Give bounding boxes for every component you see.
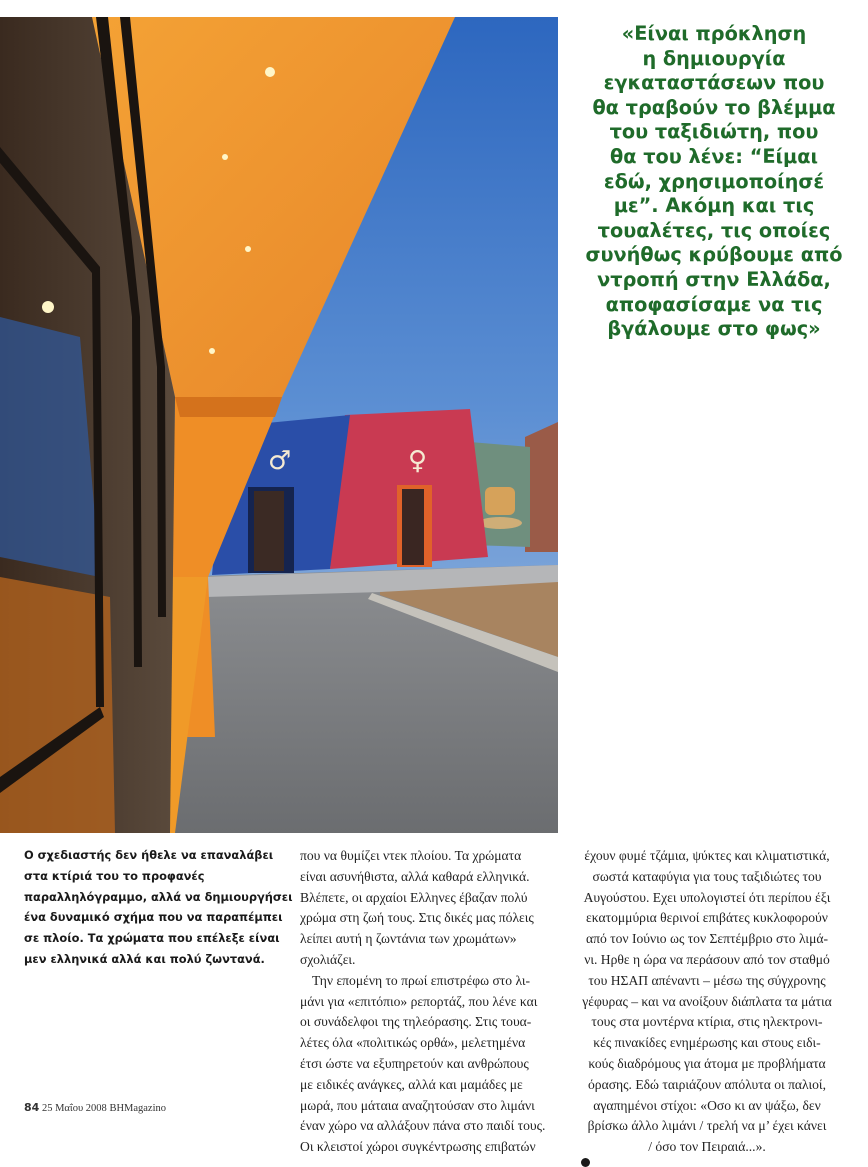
body-line: λέτες όλα «πολιτικώς ορθά», μελετημένα [300, 1035, 526, 1051]
body-line: του ΗΣΑΠ απέναντι – μέσω της σύγχρονης [588, 972, 826, 988]
pull-quote-line: με”. Ακόμη και τις [613, 194, 815, 218]
pull-quote-line: εδώ, χρησιμοποίησέ [603, 169, 825, 193]
body-column-middle [300, 846, 560, 1158]
pull-quote-line: ντροπή στην Ελλάδα, [597, 267, 831, 291]
body-line: Βλέπετε, οι αρχαίοι Ελληνες έβαζαν πολύ [300, 889, 528, 905]
body-line: μάνι για «επιτόπιο» ρεπορτάζ, που λένε και [300, 993, 538, 1009]
caption-line: στα κτίριά του το προφανές [24, 868, 205, 883]
body-column-right [577, 846, 837, 1167]
pull-quote-line: η δημιουργία [642, 46, 786, 70]
body-line: Αυγούστου. Εχει υπολογιστεί ότι περίπου έξι [583, 889, 831, 905]
body-line: σχολιάζει. [300, 951, 356, 967]
body-line: εκατομμύρια θερινοί επιβάτες κυκλοφορούν [586, 910, 828, 926]
caption-line: μεν ελληνικά αλλά και πολύ ζωντανά. [24, 951, 265, 966]
body-line: σωστά καταφύγια για τους ταξιδιώτες του [592, 868, 822, 884]
pull-quote-line: αποφασίσαμε να τις [605, 292, 823, 316]
caption-line: ένα δυναμικό σχήμα που να παραπέμπει [24, 910, 283, 925]
pull-quote-line: του ταξιδιώτη, που [609, 120, 819, 144]
male-symbol-icon: ♂ [268, 446, 292, 476]
photo-caption [24, 845, 293, 970]
magazine-name: BHMagazino [109, 1103, 167, 1114]
page-number: 84 [24, 1101, 40, 1114]
body-line: οι συνάδελφοι της τηλεόρασης. Στις τουα- [300, 1014, 532, 1030]
caption-line: σε πλοίο. Τα χρώματα που επέλεξε είναι [24, 931, 280, 946]
body-line-last [577, 1137, 837, 1167]
pull-quote-line: συνήθως κρύβουμε από [585, 243, 843, 267]
body-line: αγαπημένοι στίχοι: «Οσο κι αν ψάξω, δεν [593, 1097, 821, 1113]
body-line: μωρά, που μάταια αναζητούσαν στο λιμάνι [300, 1097, 535, 1113]
cover-photo [0, 17, 558, 833]
body-line: νι. Ηρθε η ώρα να περάσουν από τον σταθμό [584, 951, 830, 967]
pull-quote-line: εγκαταστάσεων που [603, 71, 825, 95]
caption-line: Ο σχεδιαστής δεν ήθελε να επαναλάβει [24, 848, 274, 862]
issue-date: 25 Μαΐου 2008 [41, 1103, 107, 1114]
body-line: είναι ασυνήθιστα, αλλά καθαρά ελληνικά. [300, 868, 530, 884]
body-line: έναν χώρο να αλλάξουν πάνα στο παιδί τους. [300, 1118, 546, 1134]
body-line: κούς διαδρόμους για άτομα με προβλήματα [588, 1055, 826, 1071]
end-mark-icon [581, 1158, 590, 1167]
body-line: λείπει αυτή η ζωντάνια των χρωμάτων» [300, 931, 517, 947]
body-line: χρώμα στη ζωή τους. Στις δικές μας πόλεις [300, 910, 534, 926]
body-line: από τον Ιούνιο ως τον Σεπτέμβριο στο λιμά- [585, 931, 829, 947]
pull-quote-line: τουαλέτες, τις οποίες [597, 218, 831, 242]
terminal-photo-illustration [0, 17, 558, 833]
body-line: βρίσκω άλλο λιμάνι / τρελή να μ’ έχει κάνει [587, 1118, 827, 1134]
body-line: έχουν φυμέ τζάμια, ψύκτες και κλιματιστικά, [584, 848, 830, 863]
body-line: τους στα μοντέρνα κτίρια, στις ηλεκτρονι- [591, 1014, 823, 1030]
pull-quote-line: βγάλουμε στο φως» [607, 317, 821, 341]
pull-quote [573, 22, 855, 342]
body-line-text: / όσο τον Πειραιά...». [648, 1139, 766, 1155]
body-line: έτσι ώστε να εξυπηρετούν και ανθρώπους [300, 1055, 529, 1071]
body-line: όρασης. Εδώ ταιριάζουν απόλυτα οι παλιοί, [588, 1076, 826, 1092]
body-line: Την επομένη το πρωί επιστρέφω στο λι- [312, 972, 531, 988]
body-line: γέφυρας – και να ανοίξουν διάπλατα τα μάτια [582, 993, 832, 1009]
body-line: που να θυμίζει ντεκ πλοίου. Τα χρώματα [300, 848, 522, 863]
body-line: Οι κλειστοί χώροι συγκέντρωσης επιβατών [300, 1139, 536, 1155]
body-line: κές πινακίδες ενημέρωσης και στους ειδι- [593, 1035, 821, 1051]
body-line: με ειδικές ανάγκες, αλλά και μαμάδες με [300, 1076, 523, 1092]
female-symbol-icon: ♀ [408, 446, 428, 476]
caption-line: παραλληλόγραμμο, αλλά να δημιουργήσει [24, 889, 293, 904]
page-folio [24, 1101, 166, 1114]
pull-quote-line: «Είναι πρόκληση [621, 22, 807, 45]
pull-quote-line: θα τραβούν το βλέμμα [592, 95, 836, 119]
pull-quote-line: θα του λένε: “Είμαι [609, 144, 819, 168]
